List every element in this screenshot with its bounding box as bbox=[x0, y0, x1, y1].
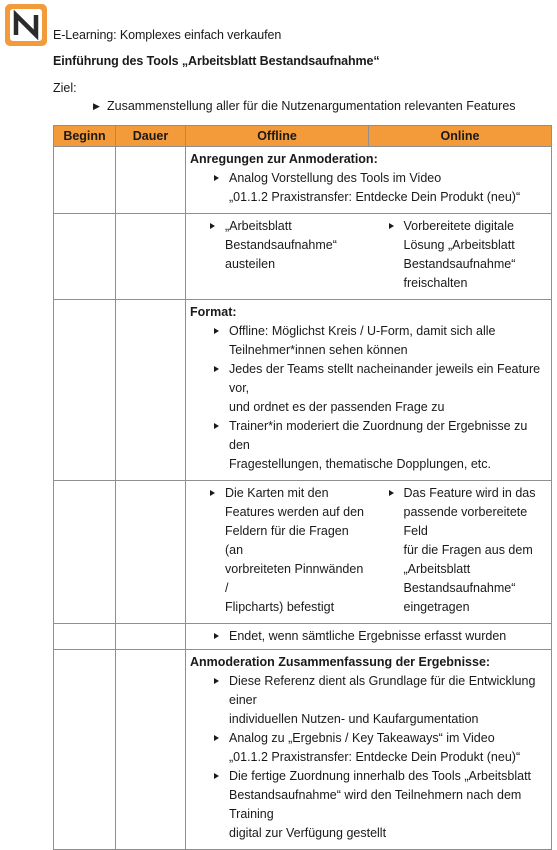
goal-item-text: Zusammenstellung aller für die Nutzenargumentation relevanten Features bbox=[107, 99, 516, 113]
list-item: Vorbereitete digitale Lösung „Arbeitsblatt Bestandsaufnahme“ freischalten bbox=[387, 217, 548, 293]
cell-dauer bbox=[116, 481, 186, 624]
section-heading: Anmoderation Zusammenfassung der Ergebnisse: bbox=[190, 655, 491, 669]
table-row bbox=[54, 650, 552, 850]
document-title: E-Learning: Komplexes einfach verkaufen bbox=[53, 28, 282, 42]
table-header-row bbox=[54, 126, 552, 147]
online-column bbox=[369, 484, 548, 617]
column-header-online: Online bbox=[369, 126, 552, 147]
list-item: Offline: Möglichst Kreis / U-Form, damit sich alle Teilnehmer*innen sehen können bbox=[212, 322, 547, 360]
cell-content bbox=[186, 650, 552, 850]
list-item: Diese Referenz dient als Grundlage für die Entwicklung einer individuellen Nutzen- und Kaufargumentation bbox=[212, 672, 547, 729]
schedule-table bbox=[53, 125, 552, 850]
column-header-beginn: Beginn bbox=[54, 126, 116, 147]
table-row bbox=[54, 300, 552, 481]
list-item: „Arbeitsblatt Bestandsaufnahme“ austeilen bbox=[208, 217, 369, 274]
cell-beginn bbox=[54, 481, 116, 624]
table-row bbox=[54, 147, 552, 214]
cell-content bbox=[186, 300, 552, 481]
cell-beginn bbox=[54, 650, 116, 850]
cell-content bbox=[186, 147, 552, 214]
list-item: Das Feature wird in das passende vorbereitete Feld für die Fragen aus dem „Arbeitsblatt Bestandsaufnahme“ eingetragen bbox=[387, 484, 548, 617]
column-header-dauer: Dauer bbox=[116, 126, 186, 147]
list-item: Die Karten mit den Features werden auf den Feldern für die Fragen (an vorbreiteten Pinnwänden / Flipcharts) befestigt bbox=[208, 484, 369, 617]
table-row bbox=[54, 214, 552, 300]
column-header-offline: Offline bbox=[186, 126, 369, 147]
cell-dauer bbox=[116, 300, 186, 481]
cell-beginn bbox=[54, 624, 116, 650]
offline-column bbox=[190, 484, 369, 617]
list-item: Analog Vorstellung des Tools im Video „01.1.2 Praxistransfer: Entdecke Dein Produkt (neu)“ bbox=[212, 169, 547, 207]
cell-dauer bbox=[116, 214, 186, 300]
list-item: Analog zu „Ergebnis / Key Takeaways“ im Video „01.1.2 Praxistransfer: Entdecke Dein Produkt (neu)“ bbox=[212, 729, 547, 767]
section-heading: Anregungen zur Anmoderation: bbox=[190, 152, 378, 166]
section-heading: Format: bbox=[190, 305, 237, 319]
table-row bbox=[54, 481, 552, 624]
offline-column bbox=[190, 217, 369, 293]
cell-dauer bbox=[116, 624, 186, 650]
cell-content bbox=[186, 481, 552, 624]
list-item: Endet, wenn sämtliche Ergebnisse erfasst wurden bbox=[212, 627, 547, 646]
table-row bbox=[54, 624, 552, 650]
goal-label: Ziel: bbox=[53, 81, 77, 95]
list-item: Trainer*in moderiert die Zuordnung der Ergebnisse zu den Fragestellungen, thematische Dopplungen, etc. bbox=[212, 417, 547, 474]
cell-dauer bbox=[116, 147, 186, 214]
cell-content bbox=[186, 214, 552, 300]
cell-beginn bbox=[54, 147, 116, 214]
goal-item bbox=[93, 99, 516, 113]
list-item: Die fertige Zuordnung innerhalb des Tools „Arbeitsblatt Bestandsaufnahme“ wird den Teilnehmern nach dem Training digital zur Verfügung gestellt bbox=[212, 767, 547, 843]
document-subtitle: Einführung des Tools „Arbeitsblatt Bestandsaufnahme“ bbox=[53, 54, 380, 68]
cell-content bbox=[186, 624, 552, 650]
cell-beginn bbox=[54, 214, 116, 300]
triangle-bullet-icon: ▶ bbox=[93, 101, 100, 111]
cell-beginn bbox=[54, 300, 116, 481]
list-item: Jedes der Teams stellt nacheinander jeweils ein Feature vor, und ordnet es der passenden Frage zu bbox=[212, 360, 547, 417]
online-column bbox=[369, 217, 548, 293]
brand-logo-icon bbox=[4, 3, 48, 47]
cell-dauer bbox=[116, 650, 186, 850]
